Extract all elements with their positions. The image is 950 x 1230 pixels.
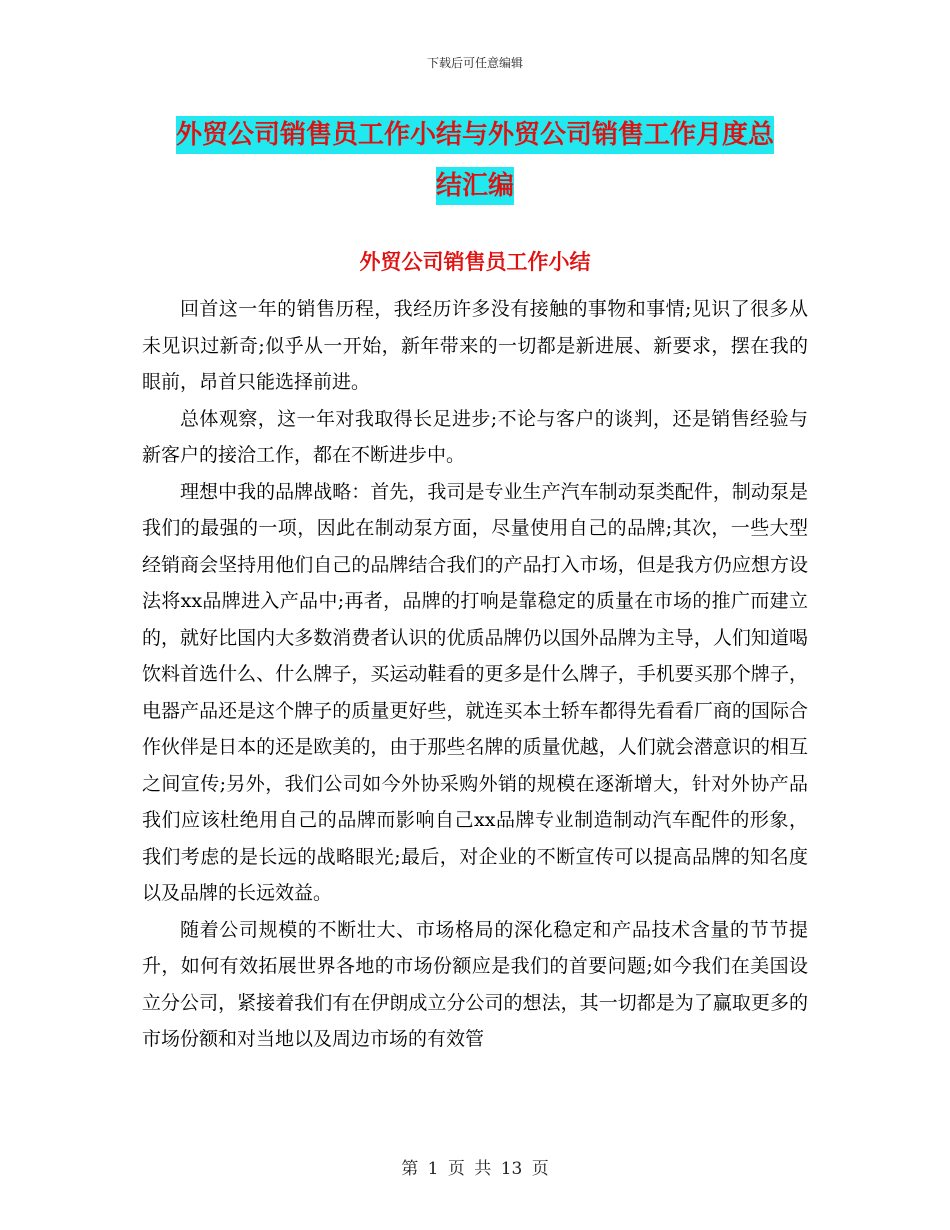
header-note: 下载后可任意编辑 [426, 56, 523, 70]
document-title [120, 110, 830, 212]
section-heading: 外贸公司销售员工作小结 [359, 250, 591, 274]
paragraph: 随着公司规模的不断壮大、市场格局的深化稳定和产品技术含量的节节提升，如何有效拓展世界各地的市场份额应是我们的首要问题;如今我们在美国设立分公司，紧接着我们有在伊朗成立分公司的想法，其一切都是为了赢取更多的市场份额和对当地以及周边市场的有效管 [142, 918, 808, 1050]
title-line-2: 结汇编 [436, 167, 514, 205]
title-line-1: 外贸公司销售员工作小结与外贸公司销售工作月度总 [176, 116, 774, 154]
paragraph: 回首这一年的销售历程，我经历许多没有接触的事物和事情;见识了很多从未见识过新奇;似乎从一开始，新年带来的一切都是新进展、新要求，摆在我的眼前，昂首只能选择前进。 [142, 298, 808, 393]
body-text [142, 291, 808, 1058]
paragraph: 总体观察，这一年对我取得长足进步;不论与客户的谈判，还是销售经验与新客户的接洽工作，都在不断进步中。 [142, 407, 808, 466]
page-footer: 第 1 页 共 13 页 [401, 1159, 549, 1179]
paragraph: 理想中我的品牌战略：首先，我司是专业生产汽车制动泵类配件，制动泵是我们的最强的一项，因此在制动泵方面，尽量使用自己的品牌;其次，一些大型经销商会坚持用他们自己的品牌结合我们的产品打入市场，但是我方仍应想方设法将xx品牌进入产品中;再者，品牌的打响是靠稳定的质量在市场的推广而建立的，就好比国内大多数消费者认识的优质品牌仍以国外品牌为主导，人们知道喝饮料首选什么、什么牌子，买运动鞋看的更多是什么牌子，手机要买那个牌子，电器产品还是这个牌子的质量更好些，就连买本土轿车都得先看看厂商的国际合作伙伴是日本的还是欧美的，由于那些名牌的质量优越，人们就会潜意识的相互之间宣传;另外，我们公司如今外协采购外销的规模在逐渐增大，针对外协产品我们应该杜绝用自己的品牌而影响自己xx品牌专业制造制动汽车配件的形象，我们考虑的是长远的战略眼光;最后，对企业的不断宣传可以提高品牌的知名度以及品牌的长远效益。 [142, 480, 808, 904]
